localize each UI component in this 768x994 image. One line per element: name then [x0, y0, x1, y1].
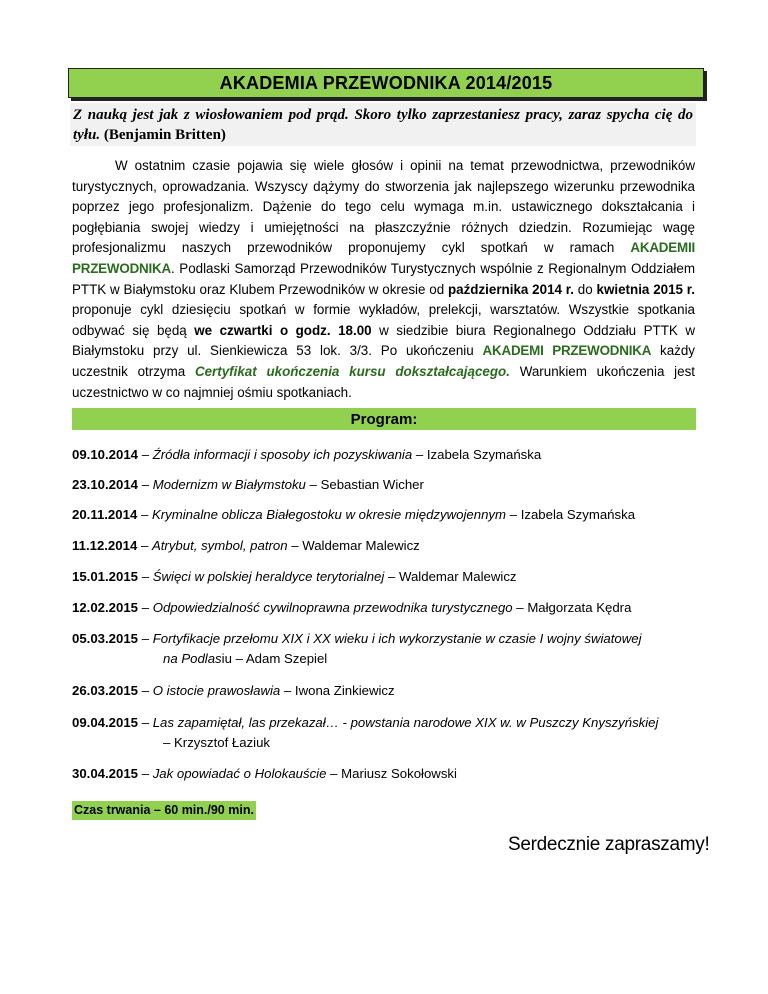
- entry-dash: –: [509, 507, 518, 522]
- duration-note: Czas trwania – 60 min./90 min.: [72, 801, 256, 820]
- entry-speaker: Sebastian Wicher: [320, 477, 424, 492]
- entry-speaker: Małgorzata Kędra: [527, 600, 632, 615]
- entry-date: 05.03.2015: [72, 631, 139, 646]
- program-entry: [72, 713, 658, 753]
- program-entry: [72, 567, 517, 587]
- entry-topic: Jak opowiadać o Holokauście: [152, 766, 327, 781]
- entry-topic: Fortyfikacje przełomu XIX i XX wieku i ich wykorzystanie w czasie I wojny światowej: [152, 631, 642, 646]
- entry-dash: –: [141, 683, 150, 698]
- entry-topic: O istocie prawosławia: [152, 683, 281, 698]
- entry-topic: Odpowiedzialność cywilnoprawna przewodnika turystycznego: [152, 600, 513, 615]
- entry-dash: –: [516, 600, 524, 615]
- entry-speaker: Mariusz Sokołowski: [341, 766, 457, 781]
- entry-dash: –: [140, 538, 149, 553]
- entry-date: 26.03.2015: [72, 683, 139, 698]
- entry-dash: –: [141, 631, 150, 646]
- intro-text-4: proponuje cykl dziesięciu spotkań w formie wykładów, prelekcji, warsztatów. Wszystkie spotkania odbywać się będą: [72, 302, 695, 338]
- date-to: kwietnia 2015 r.: [596, 281, 695, 297]
- entry-date: 09.10.2014: [72, 447, 139, 462]
- intro-text-3: do: [573, 281, 597, 297]
- entry-topic-tail: iu: [221, 651, 232, 666]
- entry-date: 12.02.2015: [72, 600, 139, 615]
- program-entry: [72, 629, 642, 669]
- certificate-text: Certyfikat ukończenia kursu dokształcającego.: [194, 363, 510, 379]
- entry-topic: Kryminalne oblicza Białegostoku w okresie międzywojennym: [151, 507, 506, 522]
- entry-dash: –: [388, 569, 396, 584]
- akademia-highlight-2: AKADEMI PRZEWODNIKA: [482, 343, 652, 359]
- entry-topic: Święci w polskiej heraldyce terytorialnej: [152, 569, 385, 584]
- program-heading: Program:: [72, 408, 696, 430]
- entry-topic: Źródła informacji i sposoby ich pozyskiwania: [152, 447, 413, 462]
- intro-text-1: W ostatnim czasie pojawia się wiele głosów i opinii na temat przewodnictwa, przewodników turystycznych, oprowadzania. Wszyscy dążymy do stworzenia jak najlepszego wizerunku przewodnika poprzez jego profesjonalizm. Dążenie do tego celu wymaga m.in. ustawicznego dokształcania i pogłębiania swojej wiedzy i umiejętności na płaszczyźnie różnych dziedzin. Rozumiejąc wagę profesjonalizmu naszych przewodników proponujemy cykl spotkań w ramach: [72, 158, 695, 256]
- entry-dash: –: [141, 766, 150, 781]
- entry-dash: –: [141, 715, 150, 730]
- entry-dash: –: [309, 477, 317, 492]
- program-entry: [72, 445, 541, 465]
- entry-topic: Atrybut, symbol, patron: [151, 538, 288, 553]
- entry-date: 09.04.2015: [72, 715, 139, 730]
- intro-text-2: . Podlaski Samorząd Przewodników Turystycznych wspólnie z Regionalnym Oddziałem PTTK w Białymstoku oraz Klubem Przewodników w okresie od: [72, 260, 695, 297]
- entry-speaker: Waldemar Malewicz: [302, 538, 420, 553]
- entry-dash: –: [330, 766, 338, 781]
- quote-block: [70, 103, 696, 146]
- entry-speaker: Krzysztof Łaziuk: [174, 735, 271, 750]
- entry-date: 20.11.2014: [72, 507, 138, 522]
- entry-topic: Modernizm w Białymstoku: [152, 477, 306, 492]
- page-title: AKADEMIA PRZEWODNIKA 2014/2015: [68, 68, 704, 98]
- entry-date: 30.04.2015: [72, 766, 139, 781]
- entry-topic: Las zapamiętał, las przekazał… - powstania narodowe XIX w. w Puszczy Knyszyńskiej: [152, 715, 659, 730]
- entry-dash: –: [141, 447, 150, 462]
- entry-speaker: Iwona Zinkiewicz: [294, 683, 395, 698]
- entry-topic-cont: na Podlas: [163, 651, 222, 666]
- entry-dash: –: [140, 507, 149, 522]
- entry-dash: –: [163, 735, 171, 750]
- akademia-highlight-1: AKADEMII PRZEWODNIKA: [72, 240, 695, 276]
- intro-paragraph: [72, 156, 695, 403]
- program-entry: [72, 475, 424, 495]
- quote-author: (Benjamin Britten): [103, 127, 226, 143]
- entry-speaker: Adam Szepiel: [245, 651, 328, 666]
- entry-speaker: Waldemar Malewicz: [399, 569, 517, 584]
- entry-dash: –: [291, 538, 299, 553]
- entry-speaker: Izabela Szymańska: [520, 507, 636, 522]
- program-entry: [72, 505, 635, 525]
- closing-text: Serdecznie zapraszamy!: [508, 834, 710, 855]
- date-from: października 2014 r.: [447, 281, 574, 297]
- program-entry: [72, 764, 457, 784]
- program-entry: [72, 536, 420, 556]
- intro-text-7: Warunkiem ukończenia jest uczestnictwo w co najmniej ośmiu spotkaniach.: [72, 363, 695, 400]
- program-entry: [72, 598, 631, 618]
- intro-text-5: w siedzibie biura Regionalnego Oddziału PTTK w Białymstoku przy ul. Sienkiewicza 53 lok. 3/3. Po ukończeniu: [72, 322, 696, 359]
- entry-date: 23.10.2014: [72, 477, 139, 492]
- entry-date: 11.12.2014: [72, 538, 138, 553]
- entry-dash: –: [141, 569, 150, 584]
- intro-text-6: każdy uczestnik otrzyma: [72, 343, 695, 379]
- entry-date: 15.01.2015: [72, 569, 139, 584]
- entry-dash: –: [235, 651, 243, 666]
- meeting-time: we czwartki o godz. 18.00: [194, 322, 372, 338]
- quote-text: Z nauką jest jak z wiosłowaniem pod prąd. Skoro tylko zaprzestaniesz pracy, zaraz spycha cię do tyłu.: [73, 107, 693, 143]
- entry-speaker: Izabela Szymańska: [426, 447, 542, 462]
- entry-dash: –: [141, 600, 150, 615]
- entry-dash: –: [141, 477, 150, 492]
- entry-dash: –: [415, 447, 424, 462]
- entry-dash: –: [283, 683, 292, 698]
- program-entry: [72, 681, 395, 701]
